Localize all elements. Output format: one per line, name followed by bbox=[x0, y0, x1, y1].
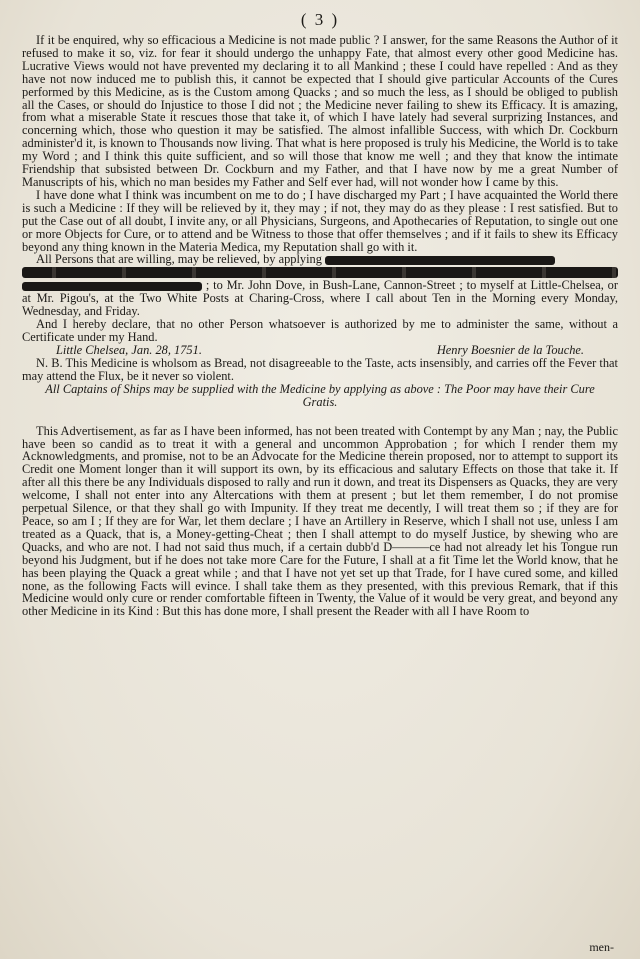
captains-notice: All Captains of Ships may be supplied with the Medicine by applying as above : The Poor may have their Cure Gratis. bbox=[45, 381, 595, 409]
paragraph-nota-bene: N. B. This Medicine is wholsom as Bread, not disagreeable to the Taste, acts insensibly, and carries off the Fever that may attend the Flux, be it never so violent. bbox=[22, 355, 618, 383]
paragraph-advertisement: This Advertisement, as far as I have been informed, has not been treated with Contempt by any Man ; nay, the Public have been so candid as to treat it with a general and uncommon Approbation ; for which I render them my Acknowledgments, and promise, not to be an Advocate for the Medicine therein proposed, nor to attempt to support its Credit one Moment longer than it will support its own, by its efficacious and salutary Effects on those that take it. If after all this there be any Individuals disposed to rally and run it down, and treat its Dispensers as Quacks, they are very welcome, I shall not enter into any Altercations with them at present ; but let them remember, I do not promise perpetual Silence, or that they shall go with Impunity. If they treat me decently, I will treat them so ; if they are for Peace, so am I ; If they are for War, let them declare ; I have an Artillery in Reserve, which I shall not use, unless I am treated as a Quack, that is, a Money-getting-Cheat ; then I shall attempt to do myself Justice, by shewing who are Quacks, and who are not. I had not said thus much, if a certain dubb'd D———ce had not already let his Tongue run beyond his Judgment, but if he does not take more Care for the Future, I shall at a fit Time let the World know, that he has been playing the Quack a great while ; and that I have not yet set up that Trade, for I have cured some, and killed none, as the following Facts will evince. I shall take them as they presented, with this previous Remark, that if this Medicine would only cure or render comfortable fifteen in Twenty, the Value of it would be very great, and beyond any other Medicine in its Kind : But this has done more, I shall present the Reader with all I have Room to bbox=[22, 423, 618, 619]
paragraph-declaration: And I hereby declare, that no other Person whatsoever is authorized by me to administer the same, without a Certificate under my Hand. bbox=[22, 317, 618, 344]
paragraph-applying-end bbox=[22, 279, 618, 318]
signature-line bbox=[22, 344, 618, 357]
applying-text: All Persons that are willing, may be relieved, by applying bbox=[36, 252, 322, 267]
signature-name: Henry Boesnier de la Touche. bbox=[436, 342, 584, 357]
signature-place-date: Little Chelsea, Jan. 28, 1751. bbox=[56, 342, 202, 357]
struck-out-text bbox=[325, 256, 555, 265]
struck-out-line bbox=[22, 267, 618, 278]
page-number: ( 3 ) bbox=[300, 10, 340, 29]
section-gap bbox=[22, 409, 618, 425]
applying-address-text: ; to Mr. John Dove, in Bush-Lane, Cannon-Street ; to myself at Little-Chelsea, or at Mr. Pigou's, at the Two White Posts at Charing-Cross, where I call about Ten in the Morning every Monday, Wednesday, and Friday. bbox=[22, 278, 618, 319]
struck-out-text-2 bbox=[22, 282, 202, 291]
paragraph-invitation: I have done what I think was incumbent on me to do ; I have discharged my Part ; I have acquainted the World there is such a Medicine : If they will be relieved by it, they may ; if not, they may do as they please : I rest satisfied. But to put the Case out of all doubt, I invite any, or all Physicians, Surgeons, and Apothecaries of Reputation, to single out one or more Objects for Cure, or to attend and be Witness to those that offer themselves ; and if it fails to shew its Efficacy beyond any thing known in the Materia Medica, my Reputation shall go with it. bbox=[22, 187, 618, 254]
paragraph-applying-start bbox=[22, 253, 618, 266]
catchword: men- bbox=[589, 940, 614, 954]
paragraph-enquiry: If it be enquired, why so efficacious a Medicine is not made public ? I answer, for the same Reasons the Author of it refused to make it so, viz. for fear it should undergo the unhappy Fate, that almost every other good Medicine has. Lucrative Views would not have prevented my declaring it to all Mankind ; these I could have repelled : And as they have not now induced me to publish this, it cannot be expected that I should give particular Accounts of the Cures performed by this Medicine, as is the Custom among Quacks ; and so much the less, as I should be obliged to publish all the Cases, or should do Injustice to those I did not ; the Medicine never failing to shew its Efficacy. It is amazing, from what a miserable State it rescues those that take it, of which I have lately had several surprizing Instances, and concerning which, those who question it may be satisfied. The almost infallible Success, with which Dr. Cockburn administer'd it, is known to Thousands now living. That what is here proposed is truly his Medicine, the World is to take my Word ; and I think this quite sufficient, and so will those that know me well ; and they that know the intimate Friendship that subsisted between Dr. Cockburn and my Father, and that I have now by me a great Number of Manuscripts of his, which no man besides my Father and Self ever had, will not wonder how I came by this. bbox=[22, 33, 618, 189]
